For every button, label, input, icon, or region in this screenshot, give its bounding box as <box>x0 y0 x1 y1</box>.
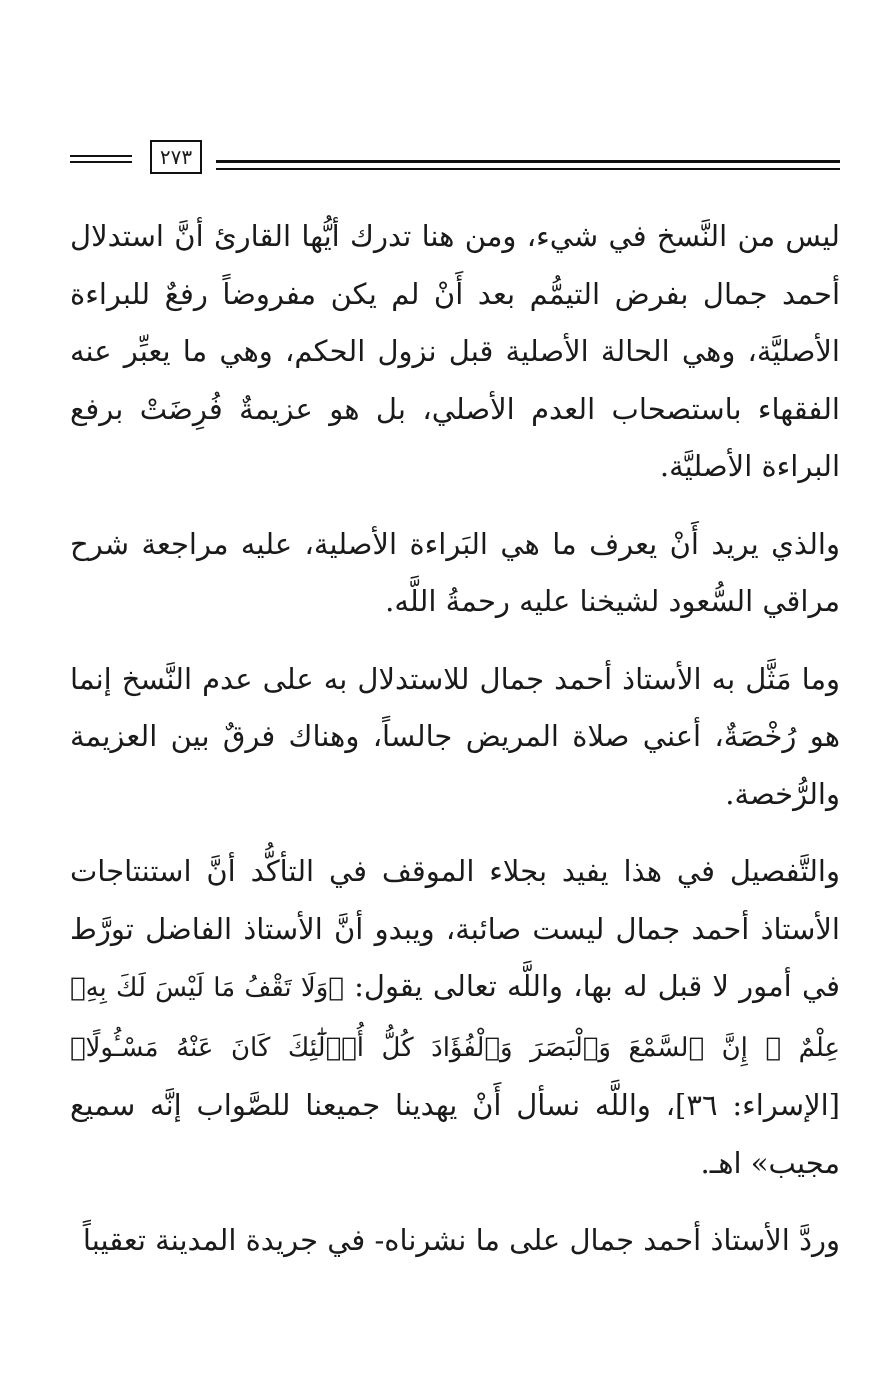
page-number: ٢٧٣ <box>150 140 202 174</box>
page-body <box>70 208 840 1290</box>
paragraph-4-tail: [الإسراء: ٣٦]، واللَّه نسأل أَنْ يهدينا جميعنا للصَّواب إنَّه سميع مجيب» اهـ. <box>70 1088 840 1180</box>
paragraph-1: ليس من النَّسخ في شيء، ومن هنا تدرك أيُّها القارئ أنَّ استدلال أحمد جمال بفرض التيمُّم بعد أَنْ لم يكن مفروضاً رفعٌ للبراءة الأصليَّة، وهي الحالة الأصلية قبل نزول الحكم، وهي ما يعبِّر عنه الفقهاء باستصحاب العدم الأصلي، بل هو عزيمةٌ فُرِضَتْ برفع البراءة الأصليَّة. <box>70 219 840 483</box>
paragraph-2: والذي يريد أَنْ يعرف ما هي البَراءة الأصلية، عليه مراجعة شرح مراقي السُّعود لشيخنا عليه رحمةُ اللَّه. <box>70 526 840 618</box>
header-rule-right <box>216 160 840 170</box>
paragraph-4-lead: والتَّفصيل في هذا يفيد بجلاء الموقف في التأكُّد أنَّ استنتاجات الأستاذ أحمد جمال ليست صائبة، ويبدو أنَّ الأستاذ الفاضل تورَّط في أمور لا قبل له بها، واللَّه تعالى يقول: <box>70 854 840 1003</box>
paragraph-3: وما مَثَّل به الأستاذ أحمد جمال للاستدلال به على عدم النَّسخ إنما هو رُخْصَةٌ، أعني صلاة المريض جالساً، وهناك فرقٌ بين العزيمة والرُّخصة. <box>70 661 840 811</box>
quran-verse: ﴿وَلَا تَقْفُ مَا لَيْسَ لَكَ بِهِۦ عِلْمٌ ۚ إِنَّ ٱلسَّمْعَ وَٱلْبَصَرَ وَٱلْفُؤَادَ كُلُّ أُو۟لَٰٓئِكَ كَانَ عَنْهُ مَسْـُٔولًا﴾ <box>70 973 840 1063</box>
page-header <box>70 140 840 180</box>
paragraph-5: وردَّ الأستاذ أحمد جمال على ما نشرناه- في جريدة المدينة تعقيباً <box>82 1223 840 1257</box>
paragraph-4 <box>70 843 840 1192</box>
header-rule-left <box>70 155 132 163</box>
